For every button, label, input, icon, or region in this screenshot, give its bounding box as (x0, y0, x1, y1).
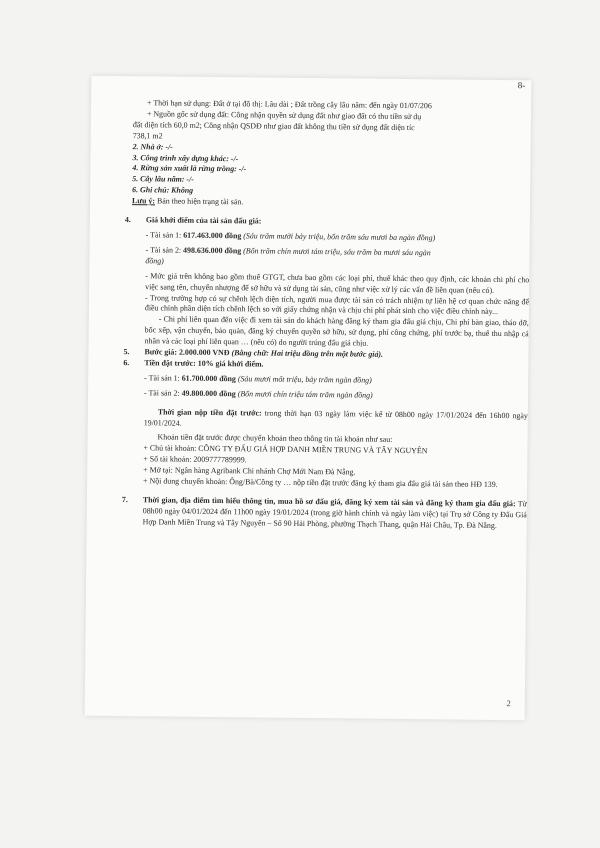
deposit-time-text: trong thời hạn 03 ngày làm việc kể từ 08h00 ngày 17/01/2024 đến 16h00 ngày 19/01/2024. (143, 408, 528, 428)
asset-1-price-words: (Sáu trăm mười bảy triệu, bốn trăm sáu mươi ba ngàn đồng) (241, 231, 436, 243)
section-7-number: 7. (121, 495, 128, 505)
bid-step-label: Bước giá: 2.000.000 VNĐ (144, 347, 232, 358)
remark-text: Bán theo hiện trạng tài sản. (154, 196, 244, 207)
house-line: 2. Nhà ở: -/- (132, 141, 173, 152)
transfer-content: + Nội dung chuyển khoản: Ông/Bà/Công ty … nộp tiền đặt trước đăng ký tham gia đấu giá tài sản theo HĐ 139. (143, 476, 498, 490)
costs-paragraph: - Chi phí liên quan đến việc đi xem tài sản do khách hàng đăng ký tham gia đấu giá chịu, Chi phí bàn giao, tháo dỡ, bốc xếp, vận chuyển, bảo quản, đăng ký chuyển quyền sở hữu, sử dụng, phí công chứng, phí trước bạ, thuế thu nhập cá nhân và các loại phí liên quan … (nếu có) do người trúng đấu giá chịu. (144, 314, 529, 348)
section-4-title: Giá khởi điểm của tài sản đấu giá: (145, 215, 262, 226)
deposit-time-label: Thời gian nộp tiền đặt trước: (157, 407, 262, 418)
remark-label: Lưu ý: (132, 196, 156, 206)
area-difference-paragraph: - Trong trường hợp có sự chênh lệch diện tích, người mua được tài sản có trách nhiệm tự liên hệ cơ quan chức năng để điều chỉnh phần diện tích chênh lệch so với giấy chứng nhận và chịu chi phí phát sinh cho việc điều chỉnh này... (144, 292, 530, 317)
section-4-number: 4. (124, 215, 131, 225)
asset-2-price-words-cont: đồng) (145, 256, 164, 266)
land-origin-line: + Nguồn gốc sử dụng đất: Công nhận quyền sử dụng đất như giao đất có thu tiền sử dụ (146, 109, 422, 122)
asset-2-label: - Tài sản 2: (145, 245, 184, 255)
section-6-title: Tiền đặt trước: 10% giá khởi điểm. (144, 358, 264, 369)
asset-1-label: - Tài sản 1: (145, 230, 184, 240)
section-7-title: Thời gian, địa điểm tìm hiểu thông tin, mua hồ sơ đấu giá, đăng ký xem tài sản và đăng ký tham gia đấu giá: (142, 495, 516, 509)
asset-2-price-words: (Bốn trăm chín mươi tám triệu, sáu trăm ba mươi sáu ngàn (241, 246, 431, 258)
price-exclusion-paragraph: - Mức giá trên không bao gồm thuế GTGT, chưa bao gồm các loại phí, thuế khác theo quy định, các khoản chi phí cho việc sang tên, chuyển nhượng để sở hữu và sử dụng tài sản, cũng như việc xử lý các vấn đề liên quan (nếu có). (145, 270, 530, 295)
document-body (121, 98, 531, 532)
note-line: 6. Ghi chú: Không (132, 185, 194, 196)
deposit-asset-2-label: - Tài sản 2: (144, 388, 182, 398)
deposit-asset-1-amount: 61.700.000 đồng (181, 373, 236, 384)
land-area-line: 738,1 m2 (132, 130, 163, 141)
account-intro: Khoản tiền đặt trước được chuyển khoản theo thông tin tài khoản như sau: (157, 432, 393, 445)
deposit-asset-1-words: (Sáu mươi mốt triệu, bảy trăm ngàn đồng) (235, 374, 372, 385)
section-6-number: 6. (123, 358, 130, 368)
page-number: 2 (506, 698, 511, 709)
account-bank: + Mở tại: Ngân hàng Agribank Chi nhánh Chợ Mới Nam Đà Nẵng. (143, 465, 356, 477)
asset-1-price: 617.463.000 đồng (183, 230, 242, 241)
deposit-asset-1-label: - Tài sản 1: (144, 373, 182, 383)
section-7-text: Từ 08h00 ngày 04/01/2024 đến 11h00 ngày 19/01/2024 (trong giờ hành chính và ngày làm việc) tại Trụ sở Công ty Đấu Giá Hợp Danh Miền Trung và Tây Nguyên – Số 90 Hải Phòng, phường Thạch Thang, quận Hải Châu, Tp. Đà Nẵng. (142, 499, 527, 530)
corner-handwritten-mark: 8- (517, 80, 526, 91)
section-5-number: 5. (123, 347, 130, 357)
account-holder: + Chủ tài khoản: CÔNG TY ĐẤU GIÁ HỢP DANH MIỀN TRUNG VÀ TÂY NGUYÊN (143, 443, 428, 456)
deposit-asset-2-amount: 49.800.000 đồng (181, 388, 236, 398)
account-number: + Số tài khoản: 2009777789999. (143, 454, 247, 465)
section-7-paragraph (121, 495, 527, 532)
deposit-asset-2-words: (Bốn mươi chín triệu tám trăm ngàn đồng) (235, 388, 373, 400)
land-origin-line-2: đất diện tích 60,0 m2; Công nhận QSDĐ như giao đất không thu tiền sử dụng đất diện tíc (132, 119, 415, 132)
land-use-term-line: + Thời hạn sử dụng: Đất ở tại đô thị: Lâu dài ; Đất trồng cây lâu năm: đến ngày 01/07/206 (147, 98, 432, 111)
other-construction-line: 3. Công trình xây dựng khác: -/- (132, 152, 239, 163)
document-page (85, 76, 532, 721)
planted-forest-line: 4. Rừng sản xuất là rừng trồng: -/- (132, 163, 247, 174)
asset-2-price: 498.636.000 đồng (183, 245, 242, 256)
bid-step-note: (Bằng chữ: Hai triệu đồng trên một bước giá). (231, 348, 384, 359)
perennial-trees-line: 5. Cây lâu năm: -/- (132, 174, 194, 185)
